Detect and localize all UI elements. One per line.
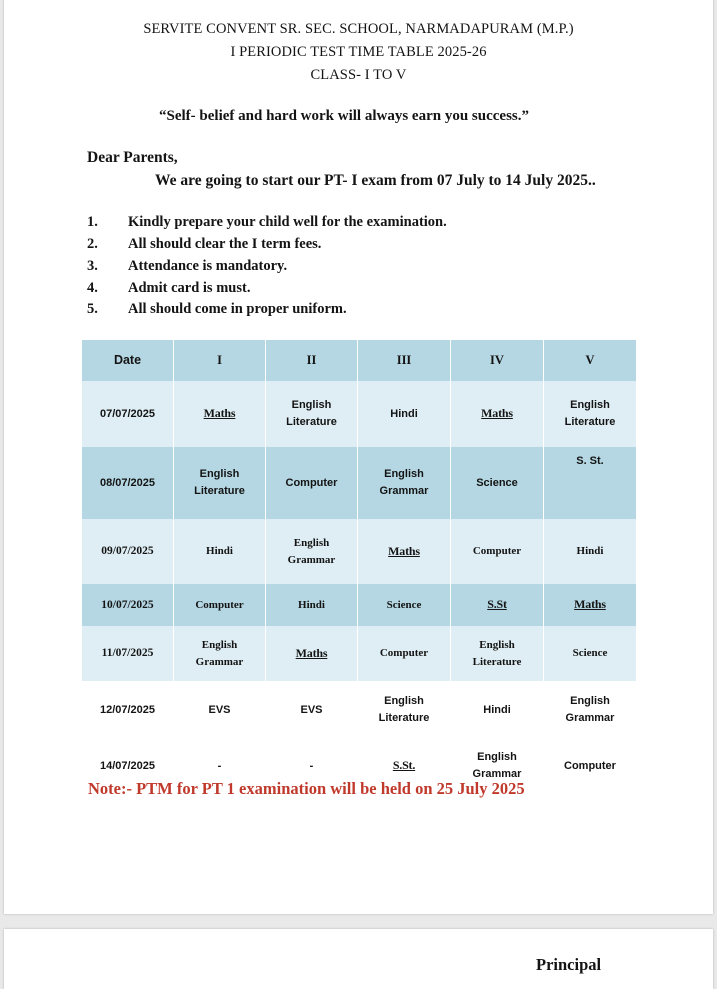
subject-cell: - (174, 739, 266, 793)
header-class-i: I (174, 340, 266, 381)
timetable (81, 340, 637, 793)
subject-cell: English Literature (544, 381, 637, 447)
principal-signature: Principal (536, 955, 602, 974)
table-row (82, 681, 637, 739)
motivational-quote: “Self- belief and hard work will always earn you success.” (159, 108, 530, 124)
subject-cell: Maths (174, 381, 266, 447)
date-cell: 10/07/2025 (82, 584, 174, 626)
subject-cell: English Grammar (451, 739, 544, 793)
table-row (82, 626, 637, 681)
salutation: Dear Parents, (87, 149, 178, 166)
subject-cell: Hindi (266, 584, 358, 626)
header-class-iii: III (358, 340, 451, 381)
school-name: SERVITE CONVENT SR. SEC. SCHOOL, NARMADAPURAM (M.P.) (143, 21, 574, 37)
date-cell: 12/07/2025 (82, 681, 174, 739)
subject-cell: English Grammar (266, 519, 358, 584)
subject-cell: English Literature (451, 626, 544, 681)
subject-cell: Science (451, 447, 544, 519)
subject-cell: Computer (174, 584, 266, 626)
subject-cell: Maths (544, 584, 637, 626)
date-cell: 07/07/2025 (82, 381, 174, 447)
table-header-row (82, 340, 637, 381)
subject-cell: S.St. (358, 739, 451, 793)
instruction-item: 1. Kindly prepare your child well for the examination. (87, 214, 447, 230)
header-class-ii: II (266, 340, 358, 381)
subject-cell: Hindi (451, 681, 544, 739)
subject-cell: English Grammar (174, 626, 266, 681)
subject-cell: English Literature (266, 381, 358, 447)
subject-cell: Computer (358, 626, 451, 681)
date-cell: 08/07/2025 (82, 447, 174, 519)
subject-cell: English Literature (174, 447, 266, 519)
subject-cell: Hindi (358, 381, 451, 447)
ptm-note: Note:- PTM for PT 1 examination will be held on 25 July 2025 (88, 779, 525, 798)
instruction-item: 5. All should come in proper uniform. (87, 301, 347, 317)
subject-cell: EVS (266, 681, 358, 739)
subject-cell: Maths (266, 626, 358, 681)
table-row (82, 447, 637, 519)
subject-cell: English Grammar (358, 447, 451, 519)
subject-cell: Hindi (544, 519, 637, 584)
table-row (82, 381, 637, 447)
subject-cell: Computer (266, 447, 358, 519)
subject-cell: English Grammar (544, 681, 637, 739)
subject-cell: English Literature (358, 681, 451, 739)
document-page-2 (4, 929, 713, 989)
class-range: CLASS- I TO V (310, 67, 407, 83)
intro-text: We are going to start our PT- I exam from 07 July to 14 July 2025.. (155, 172, 596, 189)
subject-cell: S. St. (544, 447, 637, 519)
subject-cell: S.St (451, 584, 544, 626)
subject-cell: Science (544, 626, 637, 681)
subject-cell: Maths (358, 519, 451, 584)
header-class-iv: IV (451, 340, 544, 381)
header-date: Date (82, 340, 174, 381)
instruction-item: 2. All should clear the I term fees. (87, 236, 322, 252)
table-row (82, 584, 637, 626)
subject-cell: Science (358, 584, 451, 626)
instruction-item: 4. Admit card is must. (87, 280, 251, 296)
table-row (82, 519, 637, 584)
subject-cell: - (266, 739, 358, 793)
subject-cell: EVS (174, 681, 266, 739)
subject-cell: Computer (544, 739, 637, 793)
header-class-v: V (544, 340, 637, 381)
subject-cell: Hindi (174, 519, 266, 584)
test-title: I PERIODIC TEST TIME TABLE 2025-26 (230, 44, 487, 60)
subject-cell: Maths (451, 381, 544, 447)
date-cell: 11/07/2025 (82, 626, 174, 681)
subject-cell: Computer (451, 519, 544, 584)
instruction-item: 3. Attendance is mandatory. (87, 258, 288, 274)
date-cell: 09/07/2025 (82, 519, 174, 584)
date-cell: 14/07/2025 (82, 739, 174, 793)
